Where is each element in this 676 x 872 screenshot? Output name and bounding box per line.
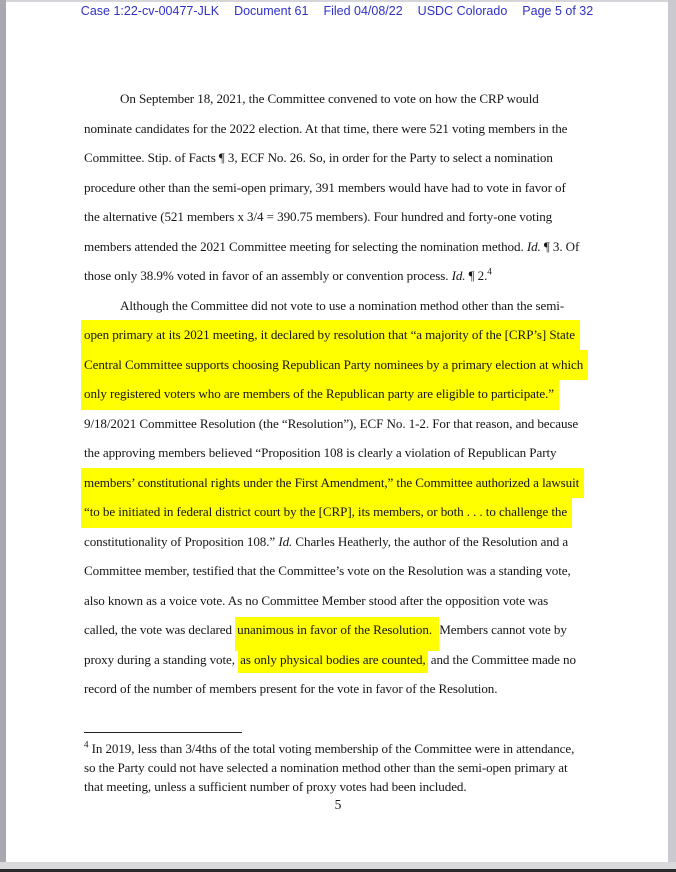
highlighted-text: as only physical bodies are counted, [238, 648, 427, 673]
text-segment: ¶ 2. [465, 268, 488, 283]
text-segment: members attended the 2021 Committee meeting for selecting the nomination method. [84, 238, 527, 254]
page-indicator: Page 5 of 32 [522, 4, 594, 18]
page-edge-right [668, 0, 676, 862]
text-segment: Committee member, testified that the Committee’s vote on the Resolution was a standing vote, [84, 563, 571, 578]
text-line [84, 350, 598, 380]
text-line [84, 320, 598, 350]
text-line [84, 615, 598, 645]
text-segment: so the Party could not have selected a nomination method other than the semi-open primary at [84, 760, 568, 775]
text-line [84, 527, 598, 557]
page-edge-left [0, 0, 6, 862]
window-bottom-bar [0, 862, 676, 872]
highlighted-text: Central Committee supports choosing Republican Party nominees by a primary election at which [81, 350, 588, 381]
footnote-separator [84, 732, 242, 733]
text-segment: the approving members believed “Proposition 108 is clearly a violation of Republican Party [84, 445, 557, 460]
text-segment: 9/18/2021 Committee Resolution (the “Resolution”), ECF No. 1-2. For that reason, and because [84, 415, 579, 431]
highlighted-text: only registered voters who are members of the Republican party are eligible to participate.” [81, 379, 559, 410]
paragraph-2 [84, 291, 598, 704]
text-line [84, 379, 598, 409]
text-line [84, 586, 598, 616]
text-line [84, 739, 604, 758]
text-line [84, 674, 598, 704]
document-number: Document 61 [234, 4, 309, 18]
court-name: USDC Colorado [417, 4, 508, 18]
paragraph-1 [84, 84, 598, 291]
case-number: Case 1:22-cv-00477-JLK [80, 4, 220, 18]
text-line [84, 232, 598, 262]
text-line [84, 261, 598, 291]
text-line [84, 291, 598, 321]
text-line [84, 556, 598, 586]
text-segment: procedure other than the semi-open primary, 391 members would have had to vote in favor of [84, 179, 566, 195]
text-segment: Id. [451, 268, 466, 283]
page-edge-top [0, 0, 676, 2]
text-segment: 4 [84, 739, 89, 750]
text-segment: that meeting, unless a sufficient number of proxy votes had been included. [84, 779, 467, 794]
page-number: 5 [334, 797, 342, 812]
text-line [84, 84, 598, 114]
text-line [84, 777, 604, 796]
text-line [84, 758, 604, 777]
highlighted-text: unanimous in favor of the Resolution. [235, 617, 439, 651]
highlighted-text: “to be initiated in federal district court by the [CRP], its members, or both . . . to challenge the [81, 497, 572, 528]
text-segment: those only 38.9% voted in favor of an assembly or convention process. [84, 268, 452, 283]
text-segment: and the Committee made no [427, 651, 576, 667]
text-segment: proxy during a standing vote, [84, 651, 239, 667]
text-line [84, 438, 598, 468]
text-line [84, 202, 598, 232]
text-segment: Id. [278, 533, 293, 549]
highlighted-text: members’ constitutional rights under the First Amendment,” the Committee authorized a lawsuit [81, 468, 584, 499]
text-line [84, 497, 598, 527]
text-segment: 4 [487, 266, 492, 277]
text-line [84, 173, 598, 203]
text-line [84, 143, 598, 173]
text-line [84, 409, 598, 439]
filed-date: Filed 04/08/22 [323, 4, 403, 18]
text-segment: also known as a voice vote. As no Committee Member stood after the opposition vote was [84, 592, 549, 608]
footnote [84, 739, 604, 796]
text-segment: the alternative (521 members x 3/4 = 390.75 members). Four hundred and forty-one voting [84, 209, 553, 224]
case-header [6, 4, 668, 18]
text-segment: Charles Heatherly, the author of the Resolution and a [292, 533, 569, 549]
highlighted-text: open primary at its 2021 meeting, it declared by resolution that “a majority of the [CRP’s] State [81, 320, 580, 351]
text-segment: ¶ 3. Of [540, 238, 580, 254]
text-segment: called, the vote was declared [84, 622, 236, 637]
text-segment: Committee. Stip. of Facts ¶ 3, ECF No. 26. So, in order for the Party to select a nomination [84, 150, 553, 165]
text-segment: On September 18, 2021, the Committee convened to vote on how the CRP would [120, 91, 539, 106]
text-line [84, 468, 598, 498]
text-segment: Members cannot vote by [439, 622, 567, 637]
text-segment: nominate candidates for the 2022 election. At that time, there were 521 voting members in the [84, 120, 568, 136]
text-segment: Id. [526, 238, 541, 254]
text-segment: constitutionality of Proposition 108.” [84, 533, 279, 549]
text-segment: Although the Committee did not vote to use a nomination method other than the semi- [120, 297, 565, 313]
text-segment: record of the number of members present for the vote in favor of the Resolution. [84, 681, 498, 696]
text-line [84, 114, 598, 144]
text-line [84, 645, 598, 675]
text-segment: In 2019, less than 3/4ths of the total voting membership of the Committee were in attendance, [88, 741, 575, 756]
document-body [84, 84, 598, 704]
